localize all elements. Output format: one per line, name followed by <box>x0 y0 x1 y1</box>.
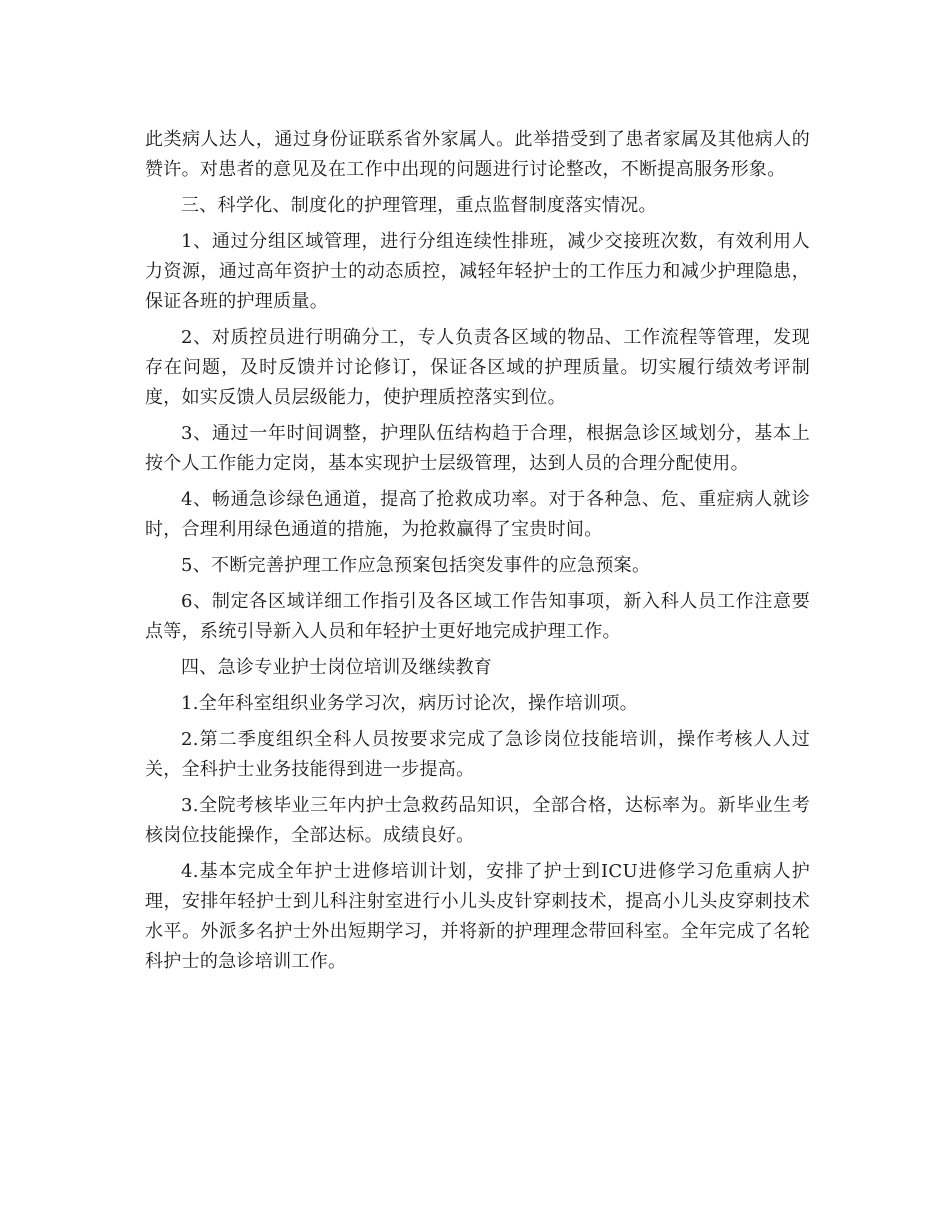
paragraph-item-4-3: 3.全院考核毕业三年内护士急救药品知识，全部合格，达标率为。新毕业生考核岗位技能操作，全部达标。成绩良好。 <box>145 795 810 846</box>
paragraph-continuation: 此类病人达人，通过身份证联系省外家属人。此举措受到了患者家属及其他病人的赞许。对患者的意见及在工作中出现的问题进行讨论整改，不断提高服务形象。 <box>145 129 810 180</box>
paragraph-item-3-1: 1、通过分组区域管理，进行分组连续性排班，减少交接班次数，有效利用人力资源，通过高年资护士的动态质控，减轻年轻护士的工作压力和减少护理隐患，保证各班的护理质量。 <box>145 231 810 312</box>
paragraph-item-3-6: 6、制定各区域详细工作指引及各区域工作告知事项，新入科人员工作注意要点等，系统引导新入人员和年轻护士更好地完成护理工作。 <box>145 591 810 642</box>
paragraph-item-3-2: 2、对质控员进行明确分工，专人负责各区域的物品、工作流程等管理，发现存在问题，及时反馈并讨论修订，保证各区域的护理质量。切实履行绩效考评制度，如实反馈人员层级能力，使护理质控落实到位。 <box>145 327 810 408</box>
paragraph-item-3-5: 5、不断完善护理工作应急预案包括突发事件的应急预案。 <box>181 555 651 576</box>
paragraph-item-4-1: 1.全年科室组织业务学习次，病历讨论次，操作培训项。 <box>181 693 638 714</box>
paragraph-item-3-4: 4、畅通急诊绿色通道，提高了抢救成功率。对于各种急、危、重症病人就诊时，合理利用绿色通道的措施，为抢救赢得了宝贵时间。 <box>145 489 810 540</box>
paragraph-item-4-2: 2.第二季度组织全科人员按要求完成了急诊岗位技能培训，操作考核人人过关，全科护士业务技能得到进一步提高。 <box>145 729 810 780</box>
section-heading-four: 四、急诊专业护士岗位培训及继续教育 <box>181 657 493 678</box>
section-heading-three: 三、科学化、制度化的护理管理，重点监督制度落实情况。 <box>181 195 657 216</box>
paragraph-item-3-3: 3、通过一年时间调整，护理队伍结构趋于合理，根据急诊区域划分，基本上按个人工作能力定岗，基本实现护士层级管理，达到人员的合理分配使用。 <box>145 423 810 474</box>
document-body <box>145 125 810 983</box>
paragraph-item-4-4: 4.基本完成全年护士进修培训计划，安排了护士到ICU进修学习危重病人护理，安排年轻护士到儿科注射室进行小儿头皮针穿刺技术，提高小儿头皮穿刺技术水平。外派多名护士外出短期学习，并将新的护理理念带回科室。全年完成了名轮科护士的急诊培训工作。 <box>145 861 810 972</box>
